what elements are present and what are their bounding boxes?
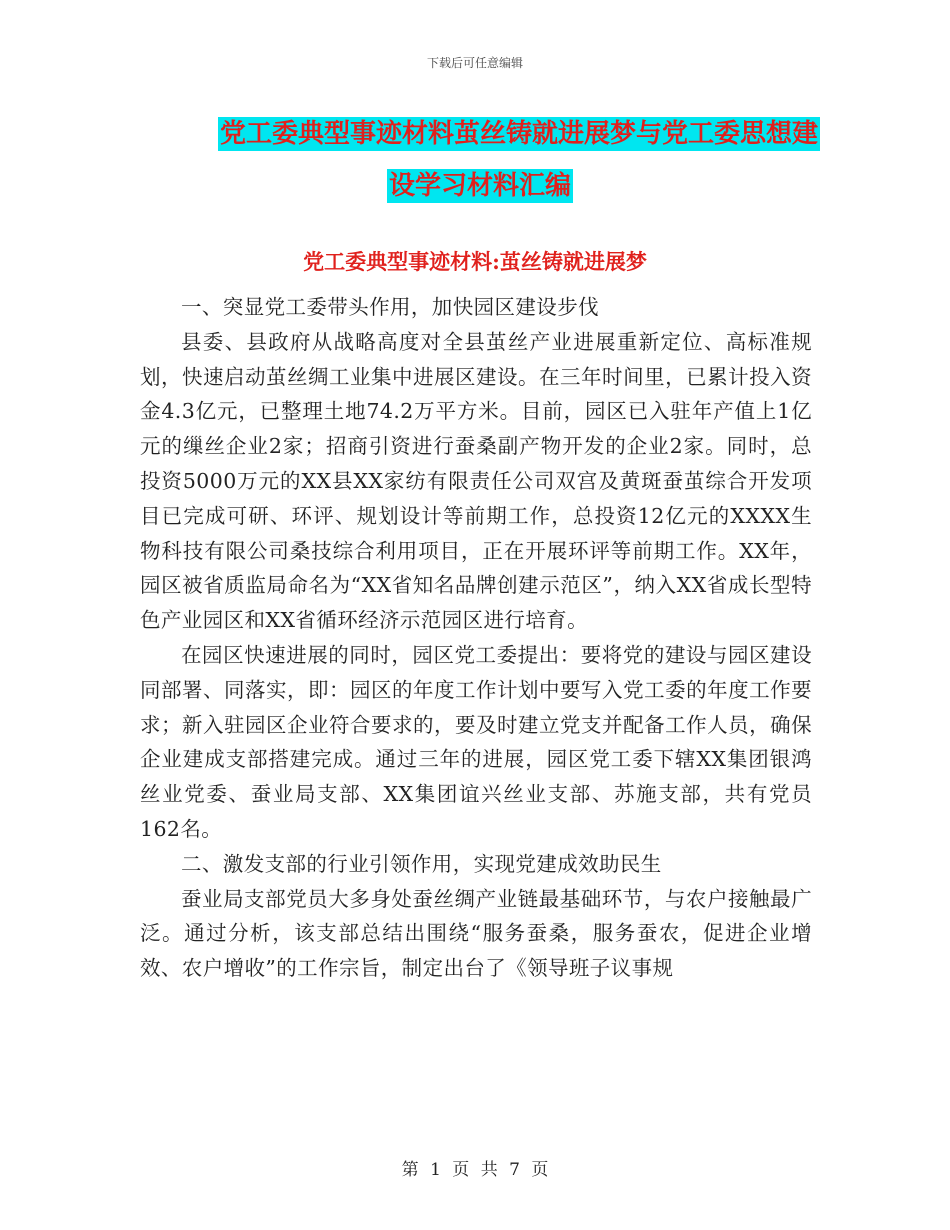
paragraph: 蚕业局支部党员大多身处蚕丝绸产业链最基础环节，与农户接触最广泛。通过分析，该支部总结出围绕“服务蚕桑，服务蚕农，促进企业增效、农户增收”的工作宗旨，制定出台了《领导班子议事规	[140, 886, 812, 981]
title-line-2: 设学习材料汇编	[388, 171, 571, 201]
document-title	[140, 108, 820, 212]
section-heading-2: 二、激发支部的行业引领作用，实现党建成效助民生	[181, 851, 662, 876]
header-note: 下载后可任意编辑	[426, 56, 523, 70]
page-footer: 第 1 页 共 7 页	[401, 1160, 549, 1180]
paragraph: 在园区快速进展的同时，园区党工委提出：要将党的建设与园区建设同部署、同落实，即：园区的年度工作计划中要写入党工委的年度工作要求；新入驻园区企业符合要求的，要及时建立党支并配备工作人员，确保企业建成支部搭建完成。通过三年的进展，园区党工委下辖XX集团银鸿丝业党委、蚕业局支部、XX集团谊兴丝业支部、苏施支部，共有党员162名。	[140, 642, 812, 841]
section-title: 党工委典型事迹材料:茧丝铸就进展梦	[303, 249, 647, 274]
paragraph: 县委、县政府从战略高度对全县茧丝产业进展重新定位、高标准规划，快速启动茧丝绸工业集中进展区建设。在三年时间里，已累计投入资金4.3亿元，已整理土地74.2万平方米。目前，园区已入驻年产值上1亿元的缫丝企业2家；招商引资进行蚕桑副产物开发的企业2家。同时，总投资5000万元的XX县XX家纺有限责任公司双宫及黄斑蚕茧综合开发项目已完成可研、环评、规划设计等前期工作，总投资12亿元的XXXX生物科技有限公司桑技综合利用项目，正在开展环评等前期工作。XX年，园区被省质监局命名为“XX省知名品牌创建示范区”，纳入XX省成长型特色产业园区和XX省循环经济示范园区进行培育。	[140, 329, 812, 633]
section-heading-1: 一、突显党工委带头作用，加快园区建设步伐	[181, 295, 599, 319]
document-body	[140, 290, 812, 986]
title-line-1: 党工委典型事迹材料茧丝铸就进展梦与党工委思想建	[219, 119, 818, 149]
